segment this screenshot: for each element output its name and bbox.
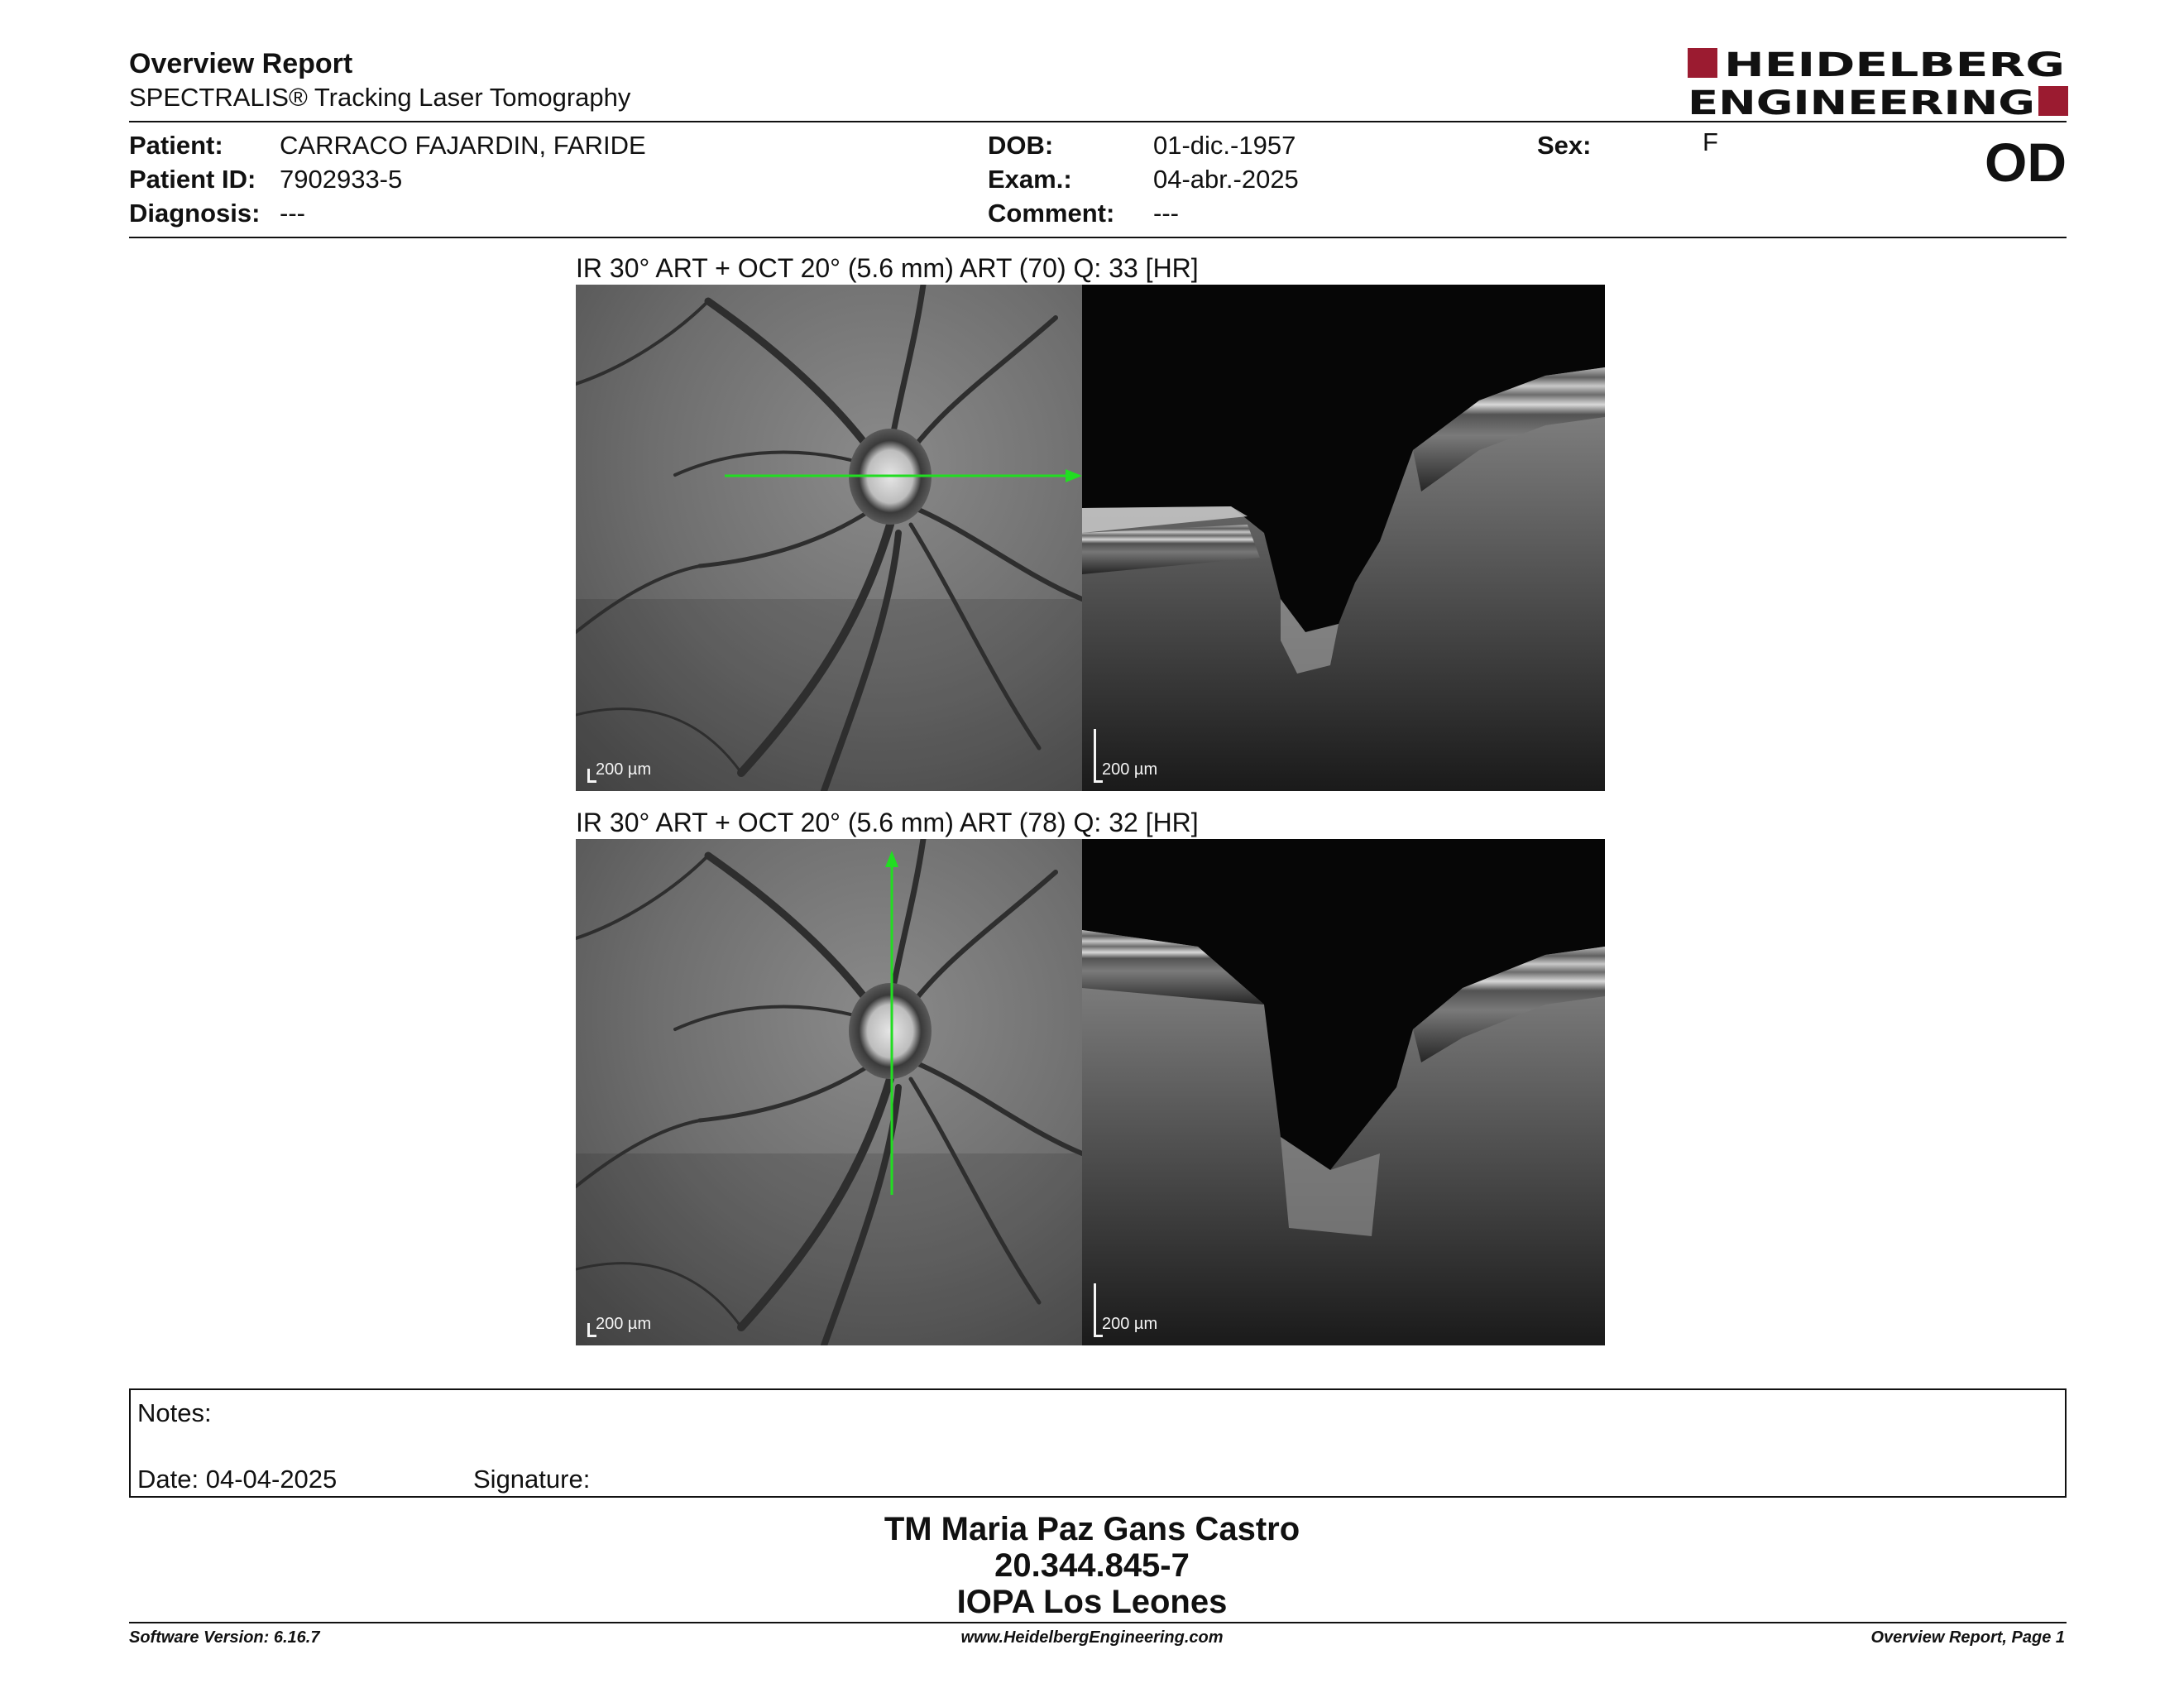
page-indicator: Overview Report, Page 1: [1870, 1628, 2065, 1647]
patient-name: CARRACO FAJARDIN, FARIDE: [280, 131, 646, 160]
fundus-image-1[interactable]: 200 µm: [576, 285, 1082, 791]
exam-value: 04-abr.-2025: [1153, 165, 1299, 194]
signatory-id: 20.344.845-7: [994, 1547, 1190, 1584]
oct-bscan-2[interactable]: 200 µm: [1082, 839, 1605, 1345]
patient-rule: [129, 237, 2067, 238]
oct-bscan-1[interactable]: 200 µm: [1082, 285, 1605, 791]
diagnosis-label: Diagnosis:: [129, 199, 261, 228]
exam-label: Exam.:: [988, 165, 1072, 194]
sex-label: Sex:: [1537, 131, 1592, 160]
signatory-name: TM Maria Paz Gans Castro: [884, 1511, 1300, 1547]
logo-line2: ENGINEERING: [1688, 84, 2035, 119]
scan-caption-2: IR 30° ART + OCT 20° (5.6 mm) ART (78) Q: 32 [HR]: [576, 808, 1199, 837]
header-rule: [129, 121, 2067, 122]
eye-indicator: OD: [1985, 132, 2067, 193]
sex-value: F: [1703, 127, 1718, 156]
notes-label: Notes:: [137, 1398, 212, 1427]
comment-label: Comment:: [988, 199, 1115, 228]
report-title: Overview Report: [129, 48, 353, 79]
software-version: Software Version: 6.16.7: [129, 1628, 320, 1647]
fundus-image-2[interactable]: 200 µm: [576, 839, 1082, 1345]
report-subtitle: SPECTRALIS® Tracking Laser Tomography: [129, 83, 631, 112]
patient-label: Patient:: [129, 131, 223, 160]
notes-date: Date: 04-04-2025: [137, 1465, 338, 1494]
dob-value: 01-dic.-1957: [1153, 131, 1296, 160]
footer-rule: [129, 1622, 2067, 1623]
heidelberg-logo: [1688, 45, 2068, 119]
scan-caption-1: IR 30° ART + OCT 20° (5.6 mm) ART (70) Q: 33 [HR]: [576, 253, 1199, 283]
signatory-institution: IOPA Los Leones: [956, 1584, 1228, 1620]
patient-id-label: Patient ID:: [129, 165, 256, 194]
notes-signature: Signature:: [473, 1465, 591, 1494]
website-link[interactable]: www.HeidelbergEngineering.com: [960, 1628, 1224, 1647]
comment-value: ---: [1153, 199, 1179, 228]
dob-label: DOB:: [988, 131, 1054, 160]
logo-line1: HEIDELBERG: [1724, 46, 2065, 84]
patient-id-value: 7902933-5: [280, 165, 403, 194]
notes-box[interactable]: [129, 1388, 2067, 1498]
diagnosis-value: ---: [280, 199, 305, 228]
